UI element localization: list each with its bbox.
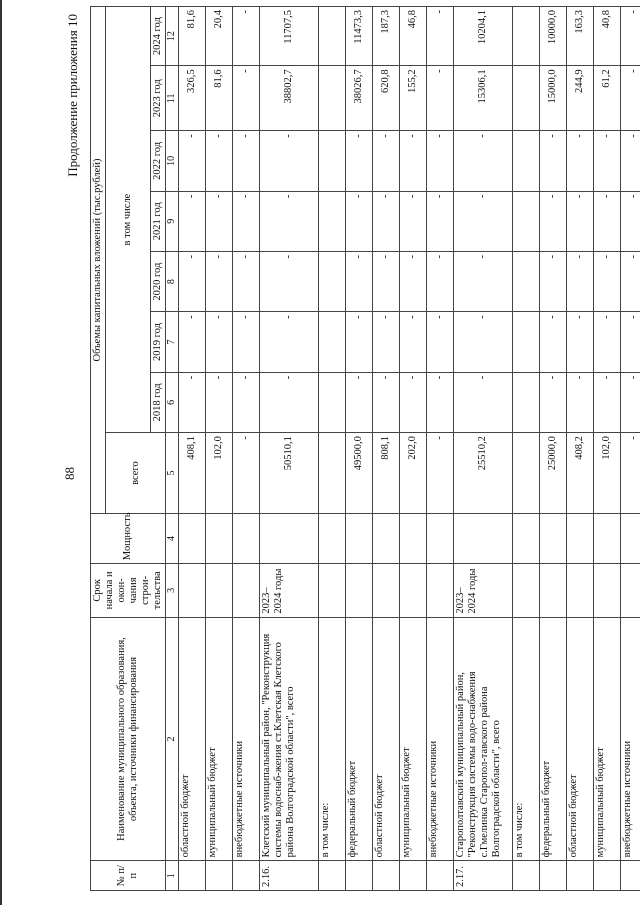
row-year-value: - — [539, 312, 566, 372]
row-name: муниципальный бюджет — [205, 617, 232, 861]
row-total: - — [232, 433, 259, 514]
row-name: областной бюджет — [372, 617, 399, 861]
page-number: 88 — [62, 467, 77, 480]
col-index: 11 — [166, 66, 179, 131]
row-term: 2023–2024 годы — [259, 564, 318, 618]
row-year-value: - — [345, 131, 372, 191]
row-year-value — [512, 131, 539, 191]
row-name: областной бюджет — [566, 617, 593, 861]
row-year-value: 15306,1 — [453, 66, 512, 131]
row-year-value: - — [345, 312, 372, 372]
row-year-value: - — [205, 251, 232, 311]
row-year-value: - — [539, 191, 566, 251]
row-year-value — [512, 372, 539, 432]
row-year-value — [318, 191, 345, 251]
row-number — [593, 861, 620, 891]
row-year-value: 244,9 — [566, 66, 593, 131]
row-capacity — [512, 513, 539, 563]
row-capacity — [566, 513, 593, 563]
row-year-value: 20,4 — [205, 7, 232, 66]
row-year-value: 326,5 — [178, 66, 205, 131]
col-index: 12 — [166, 7, 179, 66]
row-capacity — [620, 513, 640, 563]
row-total — [318, 433, 345, 514]
row-year-value — [512, 312, 539, 372]
row-year-value: - — [399, 251, 426, 311]
row-name: Старополтавский муниципальный район, "Реконструкция системы водо-снабжения с.Гмелинка Старопол-тавского района Волгоградской области", всего — [453, 617, 512, 861]
row-name: внебюджетные источники — [620, 617, 640, 861]
row-year-value — [512, 66, 539, 131]
row-year-value: - — [259, 251, 318, 311]
row-total: 408,2 — [566, 433, 593, 514]
row-name: внебюджетные источники — [232, 617, 259, 861]
row-year-value: 187,3 — [372, 7, 399, 66]
row-year-value: - — [232, 191, 259, 251]
row-number — [178, 861, 205, 891]
row-term: 2023–2024 годы — [453, 564, 512, 618]
row-number — [620, 861, 640, 891]
col-index: 9 — [166, 191, 179, 251]
row-name: федеральный бюджет — [539, 617, 566, 861]
row-year-value: - — [453, 191, 512, 251]
row-year-value: - — [453, 312, 512, 372]
row-year-value: - — [399, 191, 426, 251]
row-year-value — [512, 191, 539, 251]
table-row — [620, 7, 640, 891]
row-year-value: - — [426, 131, 453, 191]
row-term — [345, 564, 372, 618]
row-term — [593, 564, 620, 618]
row-year-value: - — [566, 131, 593, 191]
row-year-value — [318, 312, 345, 372]
row-year-value: 46,8 — [399, 7, 426, 66]
row-year-value: - — [426, 7, 453, 66]
row-term — [399, 564, 426, 618]
row-capacity — [345, 513, 372, 563]
row-year-value: - — [345, 191, 372, 251]
row-term — [318, 564, 345, 618]
row-year-value: 61,2 — [593, 66, 620, 131]
row-year-value: - — [232, 372, 259, 432]
row-capacity — [205, 513, 232, 563]
row-year-value: 155,2 — [399, 66, 426, 131]
row-total: 25510,2 — [453, 433, 512, 514]
header-incl: в том числе — [106, 7, 151, 433]
row-year-value: - — [372, 251, 399, 311]
row-total: 50510,1 — [259, 433, 318, 514]
row-term — [620, 564, 640, 618]
row-year-value: - — [620, 372, 640, 432]
row-year-value: - — [399, 372, 426, 432]
row-total: 25000,0 — [539, 433, 566, 514]
header-no: № п/п — [91, 861, 166, 891]
header-name: Наименование муниципального образования, объекта, источники финансирования — [91, 617, 166, 861]
row-capacity — [178, 513, 205, 563]
row-year-value: - — [426, 66, 453, 131]
row-year-value: - — [372, 312, 399, 372]
table-row — [453, 7, 512, 891]
table-body — [178, 7, 640, 891]
header-term: Срок начала и окон-чания строи-тельства — [91, 564, 166, 618]
row-year-value: 10204,1 — [453, 7, 512, 66]
row-total: 102,0 — [205, 433, 232, 514]
row-year-value: - — [620, 191, 640, 251]
row-capacity — [232, 513, 259, 563]
row-total: 808,1 — [372, 433, 399, 514]
row-year-value: - — [620, 7, 640, 66]
table-row — [539, 7, 566, 891]
row-term — [512, 564, 539, 618]
row-year-value: - — [259, 131, 318, 191]
row-term — [372, 564, 399, 618]
header-year: 2022 год — [151, 131, 166, 191]
header-year: 2024 год — [151, 7, 166, 66]
row-capacity — [593, 513, 620, 563]
row-capacity — [426, 513, 453, 563]
row-year-value: - — [426, 191, 453, 251]
col-index: 3 — [166, 564, 179, 618]
row-year-value: - — [232, 7, 259, 66]
continuation-note: Продолжение приложения 10 — [65, 14, 80, 177]
row-term — [232, 564, 259, 618]
row-name: в том числе: — [318, 617, 345, 861]
row-number: 2.16. — [259, 861, 318, 891]
row-term — [566, 564, 593, 618]
row-year-value: - — [345, 372, 372, 432]
col-index: 10 — [166, 131, 179, 191]
table-row — [232, 7, 259, 891]
row-term — [205, 564, 232, 618]
row-year-value: - — [593, 251, 620, 311]
row-year-value: - — [539, 131, 566, 191]
col-index: 8 — [166, 251, 179, 311]
row-total: 49500,0 — [345, 433, 372, 514]
table-row — [372, 7, 399, 891]
row-year-value: - — [178, 191, 205, 251]
row-capacity — [453, 513, 512, 563]
row-year-value: - — [205, 191, 232, 251]
header-total: всего — [106, 433, 166, 514]
row-year-value: - — [259, 312, 318, 372]
row-year-value: - — [232, 251, 259, 311]
row-capacity — [539, 513, 566, 563]
row-year-value: 38802,7 — [259, 66, 318, 131]
row-name: муниципальный бюджет — [399, 617, 426, 861]
row-total: 202,0 — [399, 433, 426, 514]
table-row — [426, 7, 453, 891]
row-year-value: - — [620, 66, 640, 131]
row-year-value: - — [178, 372, 205, 432]
row-number — [372, 861, 399, 891]
row-year-value: 11473,3 — [345, 7, 372, 66]
col-index: 6 — [166, 372, 179, 432]
row-year-value — [512, 251, 539, 311]
header-year: 2019 год — [151, 312, 166, 372]
row-name: Клетский муниципальный район, "Реконструкция системы водоснаб-жения ст.Клетская Клетского района Волгоградской области", всего — [259, 617, 318, 861]
row-term — [539, 564, 566, 618]
header-year: 2018 год — [151, 372, 166, 432]
row-number — [345, 861, 372, 891]
row-year-value: 38026,7 — [345, 66, 372, 131]
row-year-value: - — [426, 251, 453, 311]
row-year-value: 163,3 — [566, 7, 593, 66]
table-row — [566, 7, 593, 891]
table-row — [205, 7, 232, 891]
row-capacity — [318, 513, 345, 563]
row-year-value: 40,8 — [593, 7, 620, 66]
row-number — [205, 861, 232, 891]
row-year-value: - — [232, 131, 259, 191]
row-number — [512, 861, 539, 891]
row-year-value — [318, 66, 345, 131]
row-year-value: 15000,0 — [539, 66, 566, 131]
row-year-value: - — [566, 372, 593, 432]
table-row — [259, 7, 318, 891]
table-row — [345, 7, 372, 891]
row-year-value: - — [345, 251, 372, 311]
table-row — [318, 7, 345, 891]
row-number — [318, 861, 345, 891]
row-year-value: - — [259, 191, 318, 251]
row-year-value: - — [453, 372, 512, 432]
row-year-value: - — [399, 131, 426, 191]
row-year-value: - — [178, 312, 205, 372]
row-total: - — [620, 433, 640, 514]
row-name: муниципальный бюджет — [593, 617, 620, 861]
row-year-value: - — [232, 312, 259, 372]
row-total: 102,0 — [593, 433, 620, 514]
row-name: федеральный бюджет — [345, 617, 372, 861]
top-rule — [0, 0, 2, 905]
row-year-value: - — [453, 131, 512, 191]
table-row — [399, 7, 426, 891]
row-number — [539, 861, 566, 891]
row-year-value: 11707,5 — [259, 7, 318, 66]
row-name: внебюджетные источники — [426, 617, 453, 861]
row-term — [426, 564, 453, 618]
row-term — [178, 564, 205, 618]
table-row — [178, 7, 205, 891]
header-year: 2020 год — [151, 251, 166, 311]
row-capacity — [372, 513, 399, 563]
row-year-value — [318, 372, 345, 432]
row-year-value: 10000,0 — [539, 7, 566, 66]
table-row — [512, 7, 539, 891]
row-year-value: 81,6 — [178, 7, 205, 66]
capital-investment-table — [90, 6, 640, 891]
col-index: 2 — [166, 617, 179, 861]
row-total: 408,1 — [178, 433, 205, 514]
row-number — [399, 861, 426, 891]
row-year-value: - — [259, 372, 318, 432]
column-index-row — [166, 7, 179, 891]
row-total: - — [426, 433, 453, 514]
row-year-value: - — [620, 251, 640, 311]
row-year-value: - — [620, 131, 640, 191]
header-year: 2023 год — [151, 66, 166, 131]
row-year-value: - — [205, 372, 232, 432]
row-year-value: - — [178, 131, 205, 191]
col-index: 4 — [166, 513, 179, 563]
row-year-value: - — [566, 251, 593, 311]
row-year-value: - — [372, 372, 399, 432]
row-year-value: - — [426, 312, 453, 372]
row-total — [512, 433, 539, 514]
row-year-value: - — [178, 251, 205, 311]
row-year-value: 620,8 — [372, 66, 399, 131]
row-number — [426, 861, 453, 891]
row-name: в том числе: — [512, 617, 539, 861]
header-capacity: Мощность — [91, 513, 166, 563]
row-year-value: - — [372, 131, 399, 191]
row-year-value: - — [566, 312, 593, 372]
col-index: 1 — [166, 861, 179, 891]
row-name: областной бюджет — [178, 617, 205, 861]
row-year-value — [318, 7, 345, 66]
row-number — [232, 861, 259, 891]
row-year-value: - — [453, 251, 512, 311]
row-year-value: - — [593, 131, 620, 191]
row-year-value: - — [593, 312, 620, 372]
row-year-value: - — [205, 312, 232, 372]
row-year-value — [318, 131, 345, 191]
row-capacity — [259, 513, 318, 563]
table-row — [593, 7, 620, 891]
col-index: 7 — [166, 312, 179, 372]
row-number — [566, 861, 593, 891]
row-year-value: - — [539, 372, 566, 432]
header-volumes: Объемы капитальных вложений (тыс.рублей) — [91, 7, 106, 514]
row-number: 2.17. — [453, 861, 512, 891]
row-year-value: - — [566, 191, 593, 251]
row-year-value: - — [620, 312, 640, 372]
row-year-value — [512, 7, 539, 66]
col-index: 5 — [166, 433, 179, 514]
header-year: 2021 год — [151, 191, 166, 251]
row-year-value — [318, 251, 345, 311]
row-year-value: - — [593, 191, 620, 251]
row-year-value: - — [372, 191, 399, 251]
row-year-value: - — [399, 312, 426, 372]
row-year-value: - — [426, 372, 453, 432]
row-year-value: 81,6 — [205, 66, 232, 131]
row-capacity — [399, 513, 426, 563]
row-year-value: - — [232, 66, 259, 131]
row-year-value: - — [539, 251, 566, 311]
row-year-value: - — [593, 372, 620, 432]
row-year-value: - — [205, 131, 232, 191]
